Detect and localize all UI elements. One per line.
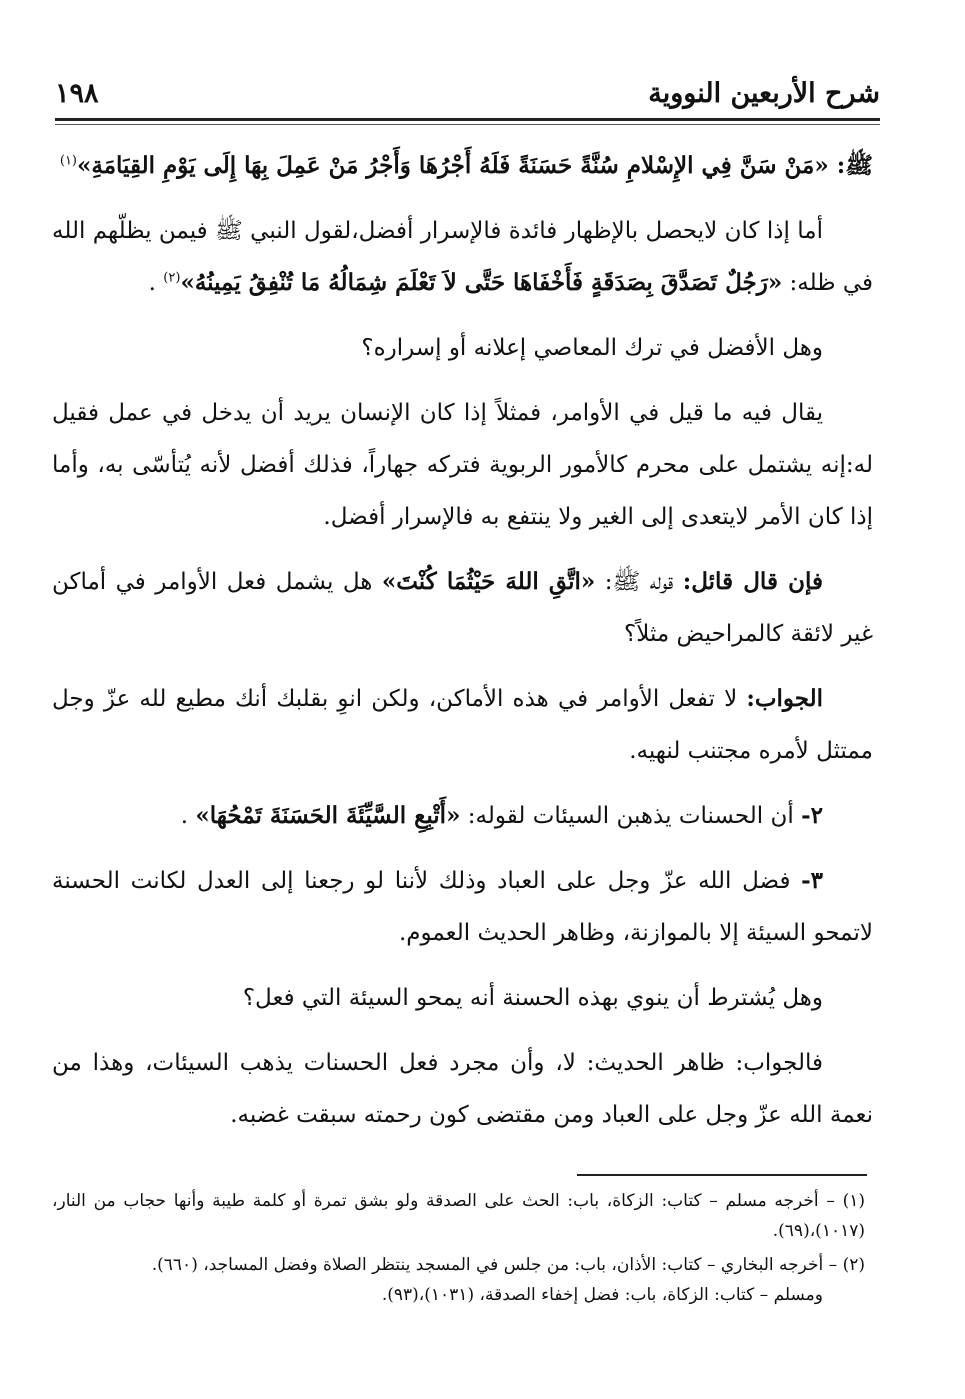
paragraph-reply <box>52 673 873 777</box>
footnote-2 <box>52 1250 865 1310</box>
hadith-quote: «أَتْبِعِ السَّيِّئَةَ الحَسَنَةَ تَمْحُهَا» <box>195 802 461 829</box>
point-number: ٣- <box>801 867 823 894</box>
hadith-quote: «رَجُلٌ تَصَدَّقَ بِصَدَقَةٍ فَأَخْفَاهَا حَتَّى لاَ تَعْلَمَ شِمَالُهُ مَا تُنْفِقُ يَمِينُهُ» <box>180 269 783 296</box>
paragraph-tail: هل يشمل فعل الأوامر في أماكن غير لائقة كالمراحيض مثلاً؟ <box>52 569 873 647</box>
hadith-quote: «مَنْ سَنَّ فِي الإِسْلامِ سُنَّةً حَسَنَةً فَلَهُ أَجْرُهَا وَأَجْرُ مَنْ عَمِلَ بِهَا إِلَى يَوْمِ القِيَامَةِ» <box>77 152 837 179</box>
paragraph-lead: الجواب: <box>746 685 824 712</box>
paragraph-tail: . <box>180 803 196 829</box>
footnotes <box>52 1186 865 1314</box>
paragraph-answer: يقال فيه ما قيل في الأوامر، فمثلاً إذا كان الإنسان يريد أن يدخل في عمل فقيل له:إنه يشتمل على محرم كالأمور الربوية فتركه جهاراً، فذلك أفضل لأنه يُتأسّى به، وأما إذا كان الأمر لايتعدى إلى الغير ولا ينتفع به فالإسرار أفضل. <box>52 400 873 530</box>
footnote-1: (١) – أخرجه مسلم – كتاب: الزكاة، باب: الحث على الصدقة ولو بشق تمرة أو كلمة طيبة وأنها حجاب من النار، (١٠١٧)،(٦٩). <box>52 1191 865 1241</box>
paragraph-lead: فإن قال قائل: <box>682 568 823 595</box>
footnote-ref-2: (٢) <box>163 270 181 286</box>
paragraph-text: أما إذا كان لايحصل بالإظهار فائدة فالإسرار أفضل،لقول النبي ﷺ فيمن يظلّهم الله في ظله: <box>52 218 873 296</box>
hadith-quote: «اتَّقِ اللهَ حَيْثُمَا كُنْتَ» <box>381 568 596 595</box>
paragraph-question: وهل الأفضل في ترك المعاصي إعلانه أو إسراره؟ <box>361 335 823 361</box>
header-rule <box>55 118 880 121</box>
paragraph-text: أن الحسنات يذهبن السيئات لقوله: <box>460 803 802 829</box>
footnote-separator <box>577 1174 867 1176</box>
paragraph-text: قوله ﷺ: <box>595 569 683 595</box>
paragraph-secrecy <box>52 205 873 309</box>
page-body <box>52 140 873 1154</box>
running-title: شرح الأربعين النووية <box>648 78 880 109</box>
paragraph-hadith-sunnah <box>52 140 873 192</box>
footnote-2-line-1: (٢) – أخرجه البخاري – كتاب: الأذان، باب: من جلس في المسجد ينتظر الصلاة وفضل المساجد، (٦٦٠). <box>151 1255 865 1275</box>
page-header <box>55 78 880 118</box>
paragraph-point-2 <box>52 790 873 842</box>
header-rule-thin <box>55 124 880 125</box>
paragraph-intention-question: وهل يُشترط أن ينوي بهذه الحسنة أنه يمحو السيئة التي فعل؟ <box>242 985 823 1011</box>
footnote-ref-1: (١) <box>59 153 77 169</box>
paragraph-tail: . <box>148 270 164 296</box>
paragraph-point-3 <box>52 855 873 959</box>
page-number: ١٩٨ <box>55 78 99 109</box>
paragraph-intention-answer: فالجواب: ظاهر الحديث: لا، وأن مجرد فعل الحسنات يذهب السيئات، وهذا من نعمة الله عزّ وجل على العباد ومن مقتضى كون رحمته سبقت غضبه. <box>52 1050 873 1128</box>
paragraph-text: فضل الله عزّ وجل على العباد وذلك لأننا لو رجعنا إلى العدل لكانت الحسنة لاتمحو السيئة إلا بالموازنة، وظاهر الحديث العموم. <box>52 868 873 946</box>
paragraph-text: لا تفعل الأوامر في هذه الأماكن، ولكن انوِ بقلبك أنك مطيع لله عزّ وجل ممتثل لأمره مجتنب لنهيه. <box>52 686 873 764</box>
paragraph-objection <box>52 556 873 660</box>
footnote-2-line-2: ومسلم – كتاب: الزكاة، باب: فضل إخفاء الصدقة، (١٠٣١)،(٩٣). <box>381 1285 823 1305</box>
point-number: ٢- <box>801 802 823 829</box>
salutation: ﷺ: <box>836 152 873 179</box>
